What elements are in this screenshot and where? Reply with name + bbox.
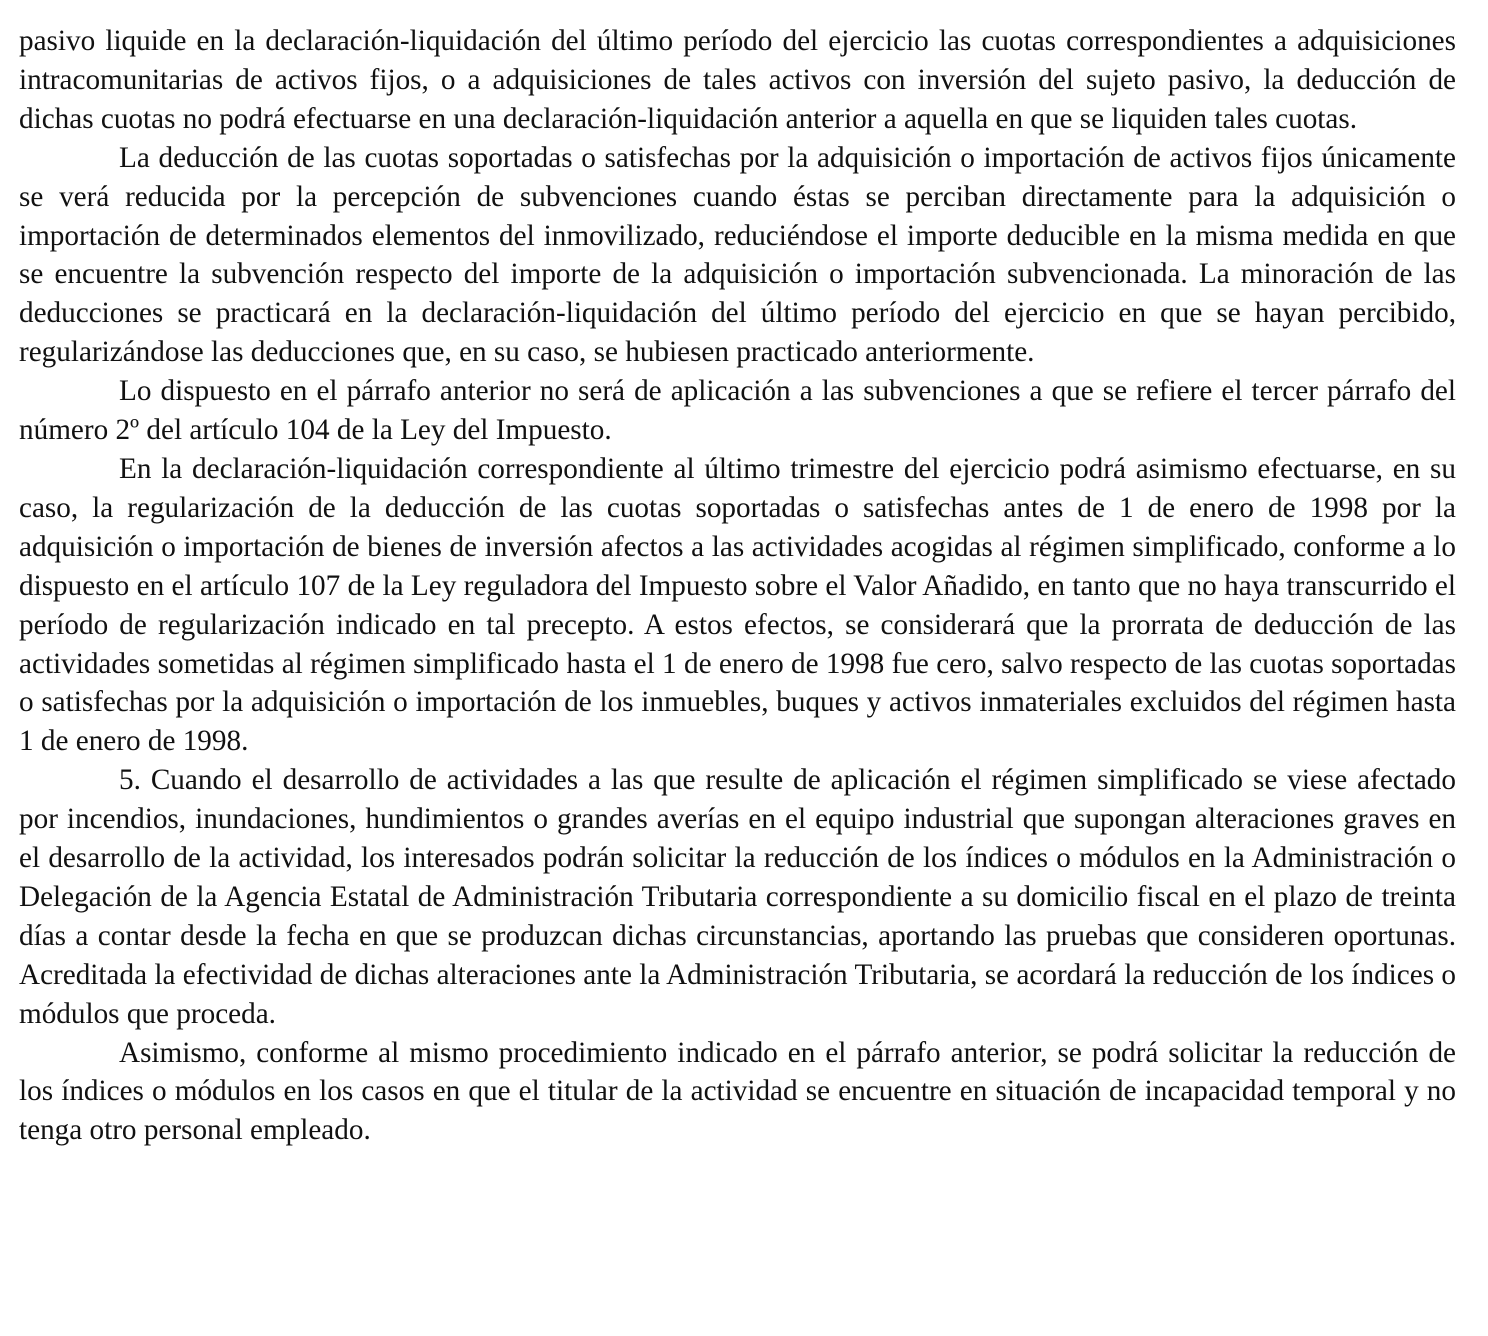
document-page [19, 22, 1456, 1150]
paragraph-regularizacion: En la declaración-liquidación correspondiente al último trimestre del ejercicio podrá asimismo efectuarse, en su caso, la regularización de la deducción de las cuotas soportadas o satisfechas antes de 1 de enero de 1998 por la adquisición o importación de bienes de inversión afectos a las actividades acogidas al régimen simplificado, conforme a lo dispuesto en el artículo 107 de la Ley reguladora del Impuesto sobre el Valor Añadido, en tanto que no haya transcurrido el período de regularización indicado en tal precepto. A estos efectos, se considerará que la prorrata de deducción de las actividades sometidas al régimen simplificado hasta el 1 de enero de 1998 fue cero, salvo respecto de las cuotas soportadas o satisfechas por la adquisición o importación de los inmuebles, buques y activos inmateriales excluidos del régimen hasta 1 de enero de 1998. [19, 452, 1456, 758]
paragraph-numbered-5: 5. Cuando el desarrollo de actividades a las que resulte de aplicación el régimen simplificado se viese afectado por incendios, inundaciones, hundimientos o grandes averías en el equipo industrial que supongan alteraciones graves en el desarrollo de la actividad, los interesados podrán solicitar la reducción de los índices o módulos en la Administración o Delegación de la Agencia Estatal de Administración Tributaria correspondiente a su domicilio fiscal en el plazo de treinta días a contar desde la fecha en que se produzcan dichas circunstancias, aportando las pruebas que consideren oportunas. Acreditada la efectividad de dichas alteraciones ante la Administración Tributaria, se acordará la reducción de los índices o módulos que proceda. [19, 764, 1456, 1030]
paragraph-continuation: pasivo liquide en la declaración-liquidación del último período del ejercicio las cuotas correspondientes a adquisiciones intracomunitarias de activos fijos, o a adquisiciones de tales activos con inversión del sujeto pasivo, la deducción de dichas cuotas no podrá efectuarse en una declaración-liquidación anterior a aquella en que se liquiden tales cuotas. [19, 25, 1456, 135]
paragraph-excepcion-subvenciones: Lo dispuesto en el párrafo anterior no será de aplicación a las subvenciones a que se refiere el tercer párrafo del número 2º del artículo 104 de la Ley del Impuesto. [19, 375, 1456, 447]
paragraph-incapacidad-temporal: Asimismo, conforme al mismo procedimiento indicado en el párrafo anterior, se podrá solicitar la reducción de los índices o módulos en los casos en que el titular de la actividad se encuentre en situación de incapacidad temporal y no tenga otro personal empleado. [19, 1036, 1456, 1147]
paragraph-deduccion-subvenciones: La deducción de las cuotas soportadas o satisfechas por la adquisición o importación de activos fijos únicamente se verá reducida por la percepción de subvenciones cuando éstas se perciban directamente para la adquisición o importación de determinados elementos del inmovilizado, reduciéndose el importe deducible en la misma medida en que se encuentre la subvención respecto del importe de la adquisición o importación subvencionada. La minoración de las deducciones se practicará en la declaración-liquidación del último período del ejercicio en que se hayan percibido, regularizándose las deducciones que, en su caso, se hubiesen practicado anteriormente. [19, 141, 1456, 369]
